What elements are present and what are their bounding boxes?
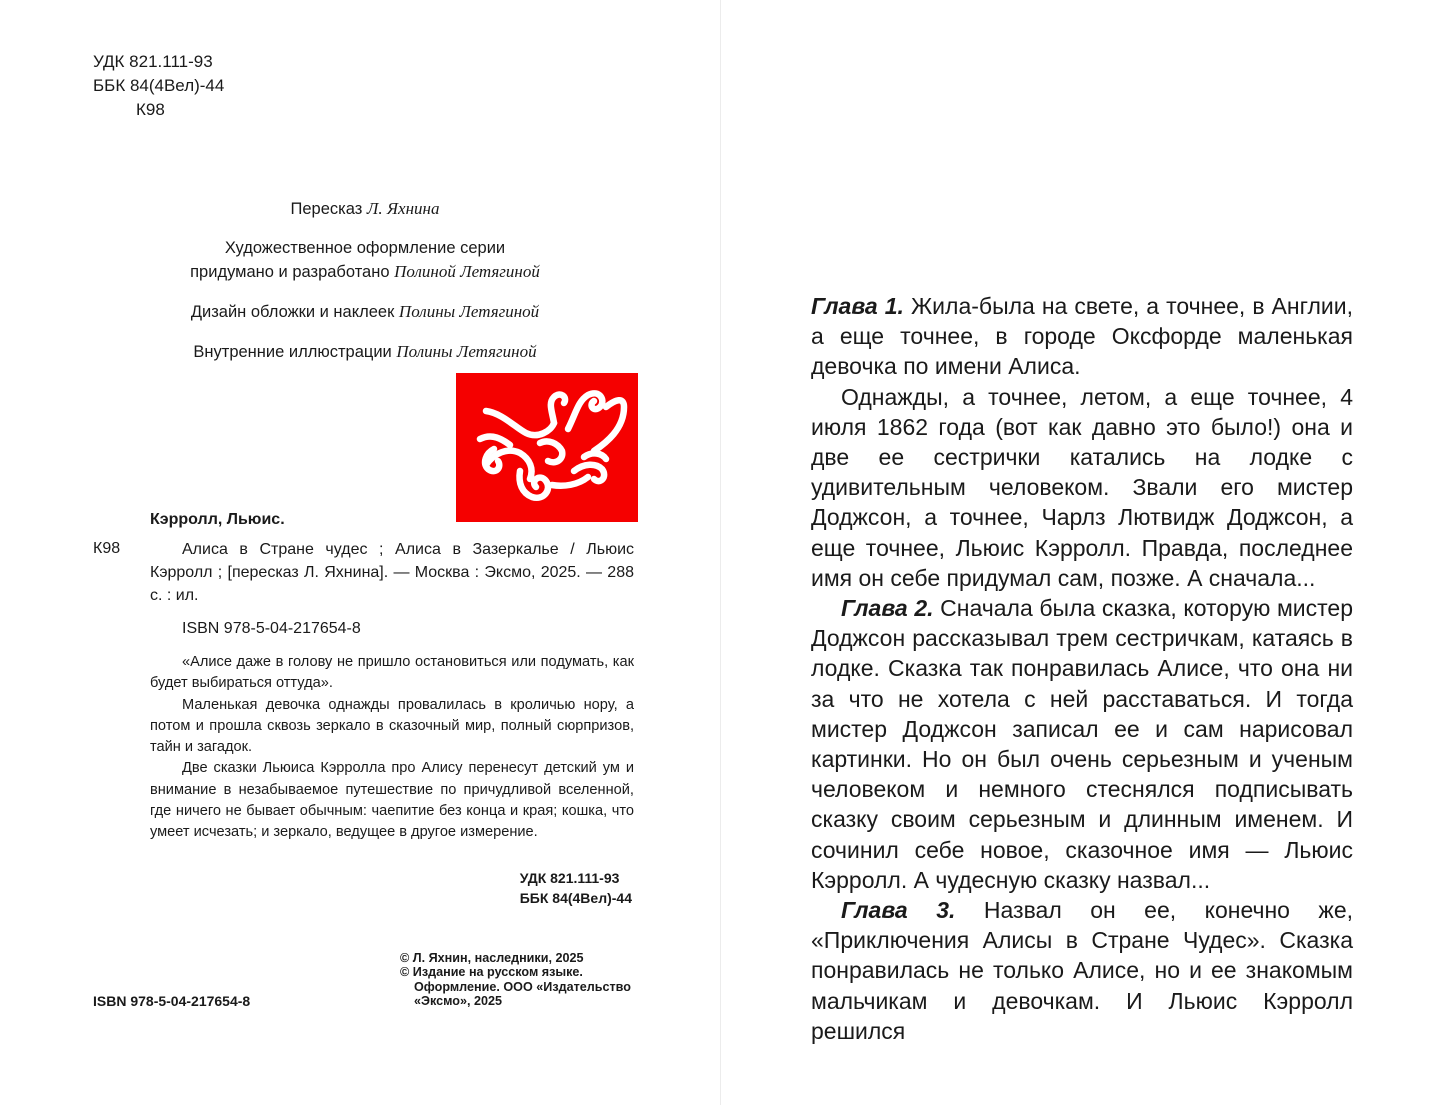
bib-mark: К98 [93, 540, 121, 557]
udk-code-bold: УДК 821.111-93 [519, 870, 620, 886]
credit-role: Пересказ [290, 200, 363, 218]
copyright-line: Оформление. ООО «Издательство [414, 979, 631, 994]
annotation-paragraph: Маленькая девочка однажды провалилась в кроличью нору, а потом и прошла сквозь зеркало в сказочный мир, полный сюрпризов, тайн и загадок. [150, 696, 634, 756]
chapter-label: Глава 1. [811, 293, 904, 319]
chapter-label: Глава 3. [841, 897, 956, 924]
udk-code: УДК 821.111-93 [93, 52, 213, 71]
annotation-paragraph: «Алисе даже в голову не пришло остановиться или подумать, как будет выбираться оттуда». [150, 654, 634, 692]
annotation [150, 652, 634, 844]
credit-name: Полины Летягиной [398, 302, 540, 321]
author-heading: Кэрролл, Льюис. [150, 511, 285, 528]
credit-name: Полиной Летягиной [394, 262, 540, 281]
credit-role: придумано и разработано [190, 263, 390, 281]
chapter-paragraph [811, 895, 1353, 1046]
chapter-paragraph [811, 291, 1353, 382]
copyright-line: «Эксмо», 2025 [414, 993, 502, 1008]
curly-ornament-icon [456, 373, 638, 522]
chapter-label: Глава 2. [841, 595, 934, 622]
credit-illustrations [100, 340, 630, 364]
credit-name: Полины Летягиной [396, 342, 537, 361]
credit-name: Л. Яхнина [366, 199, 440, 218]
paragraph-text: Однажды, а точнее, летом, а еще точнее, 4 июля 1862 года (вот как давно это было!) она и две ее сестрички катались на лодке с удивительным человеком. Звали его мистер Доджсон, а точнее, Чарлз Лютвидж Доджсон, а еще точнее, Льюис Кэрролл. Правда, последнее имя он себе придумал сам, позже. А сначала... [811, 383, 1353, 591]
paragraph-text: Жила-была на свете, а точнее, в Англии, а еще точнее, в городе Оксфорде маленькая девочка по имени Алиса. [811, 293, 1353, 380]
paragraph-text: Сначала была сказка, которую мистер Доджсон рассказывал трем сестричкам, катаясь в лодке. Сказка так понравилась Алисе, что она ни за что не хотела с ней расставаться. И тогда мистер Доджсон записал ее и сам нарисовал картинки. Но он был очень серьезным и ученым человеком и немного стеснялся подписывать сказку своим серьезным и длинным именем. И сочинил себе новое, сказочное имя — Льюис Кэрролл. А чудесную сказку назвал... [811, 595, 1354, 893]
credit-role: Дизайн обложки и наклеек [190, 303, 395, 321]
story-paragraph [811, 382, 1353, 593]
credit-role: Художественное оформление серии [224, 239, 506, 257]
bib-record: Алиса в Стране чудес ; Алиса в Зазеркалье / Льюис Кэрролл ; [пересказ Л. Яхнина]. — Москва : Эксмо, 2025. — 288 с. : ил. [150, 541, 634, 604]
credit-retelling [100, 197, 630, 221]
isbn-line: ISBN 978-5-04-217654-8 [182, 620, 361, 637]
annotation-paragraph: Две сказки Льюиса Кэрролла про Алису перенесут детский ум и внимание в незабываемое путешествие по причудливой вселенной, где ничего не бывает обычным: чаепитие без конца и края; кошка, что умеет исчезать; и зеркало, ведущее в другое измерение. [150, 760, 634, 841]
udk-bbk-block [520, 868, 632, 908]
paragraph-text: Назвал он ее, конечно же, «Приключения Алисы в Стране Чудес». Сказка понравилась не только Алисе, но и ее знакомым мальчикам и девочкам. И Льюис Кэрролл решился [811, 897, 1354, 1044]
bbk-code: ББК 84(4Вел)-44 [93, 76, 225, 95]
copyright-line: © Издание на русском языке. [400, 965, 583, 980]
right-page [721, 0, 1452, 1105]
publisher-logo [456, 373, 638, 522]
story-text [811, 291, 1353, 1046]
credit-cover-design [100, 300, 630, 324]
bbk-code-bold: ББК 84(4Вел)-44 [519, 890, 632, 906]
credit-series-design [100, 236, 630, 284]
chapter-paragraph [811, 593, 1353, 895]
credit-role: Внутренние иллюстрации [193, 343, 392, 361]
classification-block [93, 50, 224, 122]
copyright-line: © Л. Яхнин, наследники, 2025 [400, 951, 584, 965]
isbn-bottom: ISBN 978-5-04-217654-8 [93, 993, 251, 1009]
author-mark: К98 [136, 100, 165, 119]
left-page [0, 0, 720, 1105]
copyright-block [400, 951, 640, 1008]
